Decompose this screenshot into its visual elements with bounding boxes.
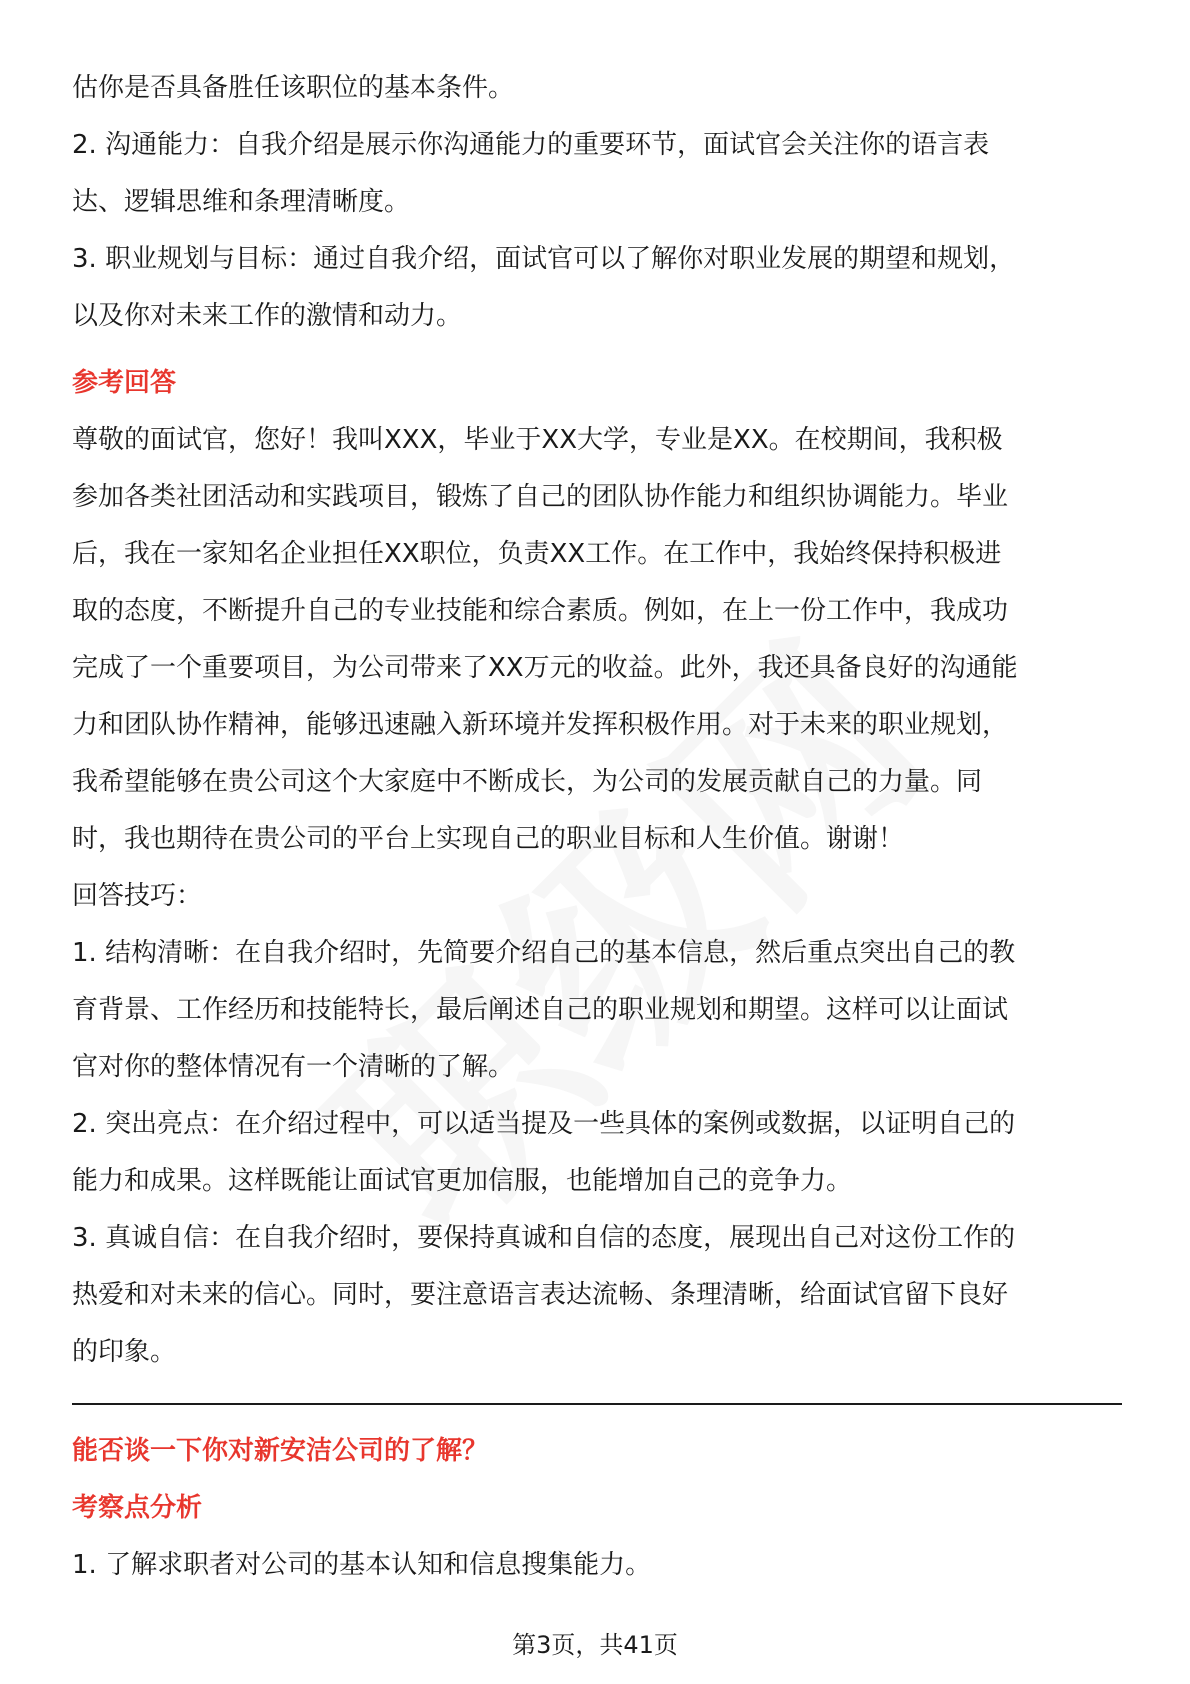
tip-line: 1. 结构清晰：在自我介绍时，先简要介绍自己的基本信息，然后重点突出自己的教 (72, 938, 1016, 968)
tip-line: 热爱和对未来的信心。同时，要注意语言表达流畅、条理清晰，给面试官留下良好 (72, 1280, 1009, 1310)
paragraph-line: 达、逻辑思维和条理清晰度。 (72, 187, 411, 217)
answer-line: 参加各类社团活动和实践项目，锻炼了自己的团队协作能力和组织协调能力。毕业 (72, 482, 1009, 512)
answer-line: 取的态度，不断提升自己的专业技能和综合素质。例如，在上一份工作中，我成功 (72, 596, 1009, 626)
answer-line: 尊敬的面试官，您好！我叫XXX，毕业于XX大学，专业是XX。在校期间，我积极 (72, 425, 1003, 455)
paragraph-line: 以及你对未来工作的激情和动力。 (72, 301, 463, 331)
analysis-heading: 考察点分析 (72, 1493, 203, 1523)
tip-line: 官对你的整体情况有一个清晰的了解。 (72, 1052, 515, 1082)
paragraph-line: 2. 沟通能力：自我介绍是展示你沟通能力的重要环节，面试官会关注你的语言表 (72, 130, 990, 160)
analysis-line: 1. 了解求职者对公司的基本认知和信息搜集能力。 (72, 1550, 652, 1580)
paragraph-line: 估你是否具备胜任该职位的基本条件。 (72, 73, 515, 103)
top-paragraphs (72, 60, 1122, 345)
answer-line: 力和团队协作精神，能够迅速融入新环境并发挥积极作用。对于未来的职业规划， (72, 710, 1009, 740)
answer-line: 完成了一个重要项目，为公司带来了XX万元的收益。此外，我还具备良好的沟通能 (72, 653, 1018, 683)
tip-line: 3. 真诚自信：在自我介绍时，要保持真诚和自信的态度，展现出自己对这份工作的 (72, 1223, 1016, 1253)
page-number: 第3页，共41页 (512, 1631, 678, 1659)
answer-line: 我希望能够在贵公司这个大家庭中不断成长，为公司的发展贡献自己的力量。同 (72, 767, 983, 797)
tip-line: 育背景、工作经历和技能特长，最后阐述自己的职业规划和期望。这样可以让面试 (72, 995, 1009, 1025)
paragraph-line: 3. 职业规划与目标：通过自我介绍，面试官可以了解你对职业发展的期望和规划， (72, 244, 1016, 274)
answer-line: 时，我也期待在贵公司的平台上实现自己的职业目标和人生价值。谢谢！ (72, 824, 905, 854)
tips-label: 回答技巧： (72, 881, 203, 911)
tip-line: 能力和成果。这样既能让面试官更加信服，也能增加自己的竞争力。 (72, 1166, 853, 1196)
answer-heading: 参考回答 (72, 368, 177, 398)
section-divider (72, 1403, 1122, 1405)
tip-line: 的印象。 (72, 1337, 177, 1367)
document-page (72, 60, 1122, 1594)
question-title: 能否谈一下你对新安洁公司的了解？ (72, 1436, 489, 1466)
tip-line: 2. 突出亮点：在介绍过程中，可以适当提及一些具体的案例或数据，以证明自己的 (72, 1109, 1016, 1139)
answer-line: 后，我在一家知名企业担任XX职位，负责XX工作。在工作中，我始终保持积极进 (72, 539, 1002, 569)
answer-body (72, 412, 1122, 1381)
